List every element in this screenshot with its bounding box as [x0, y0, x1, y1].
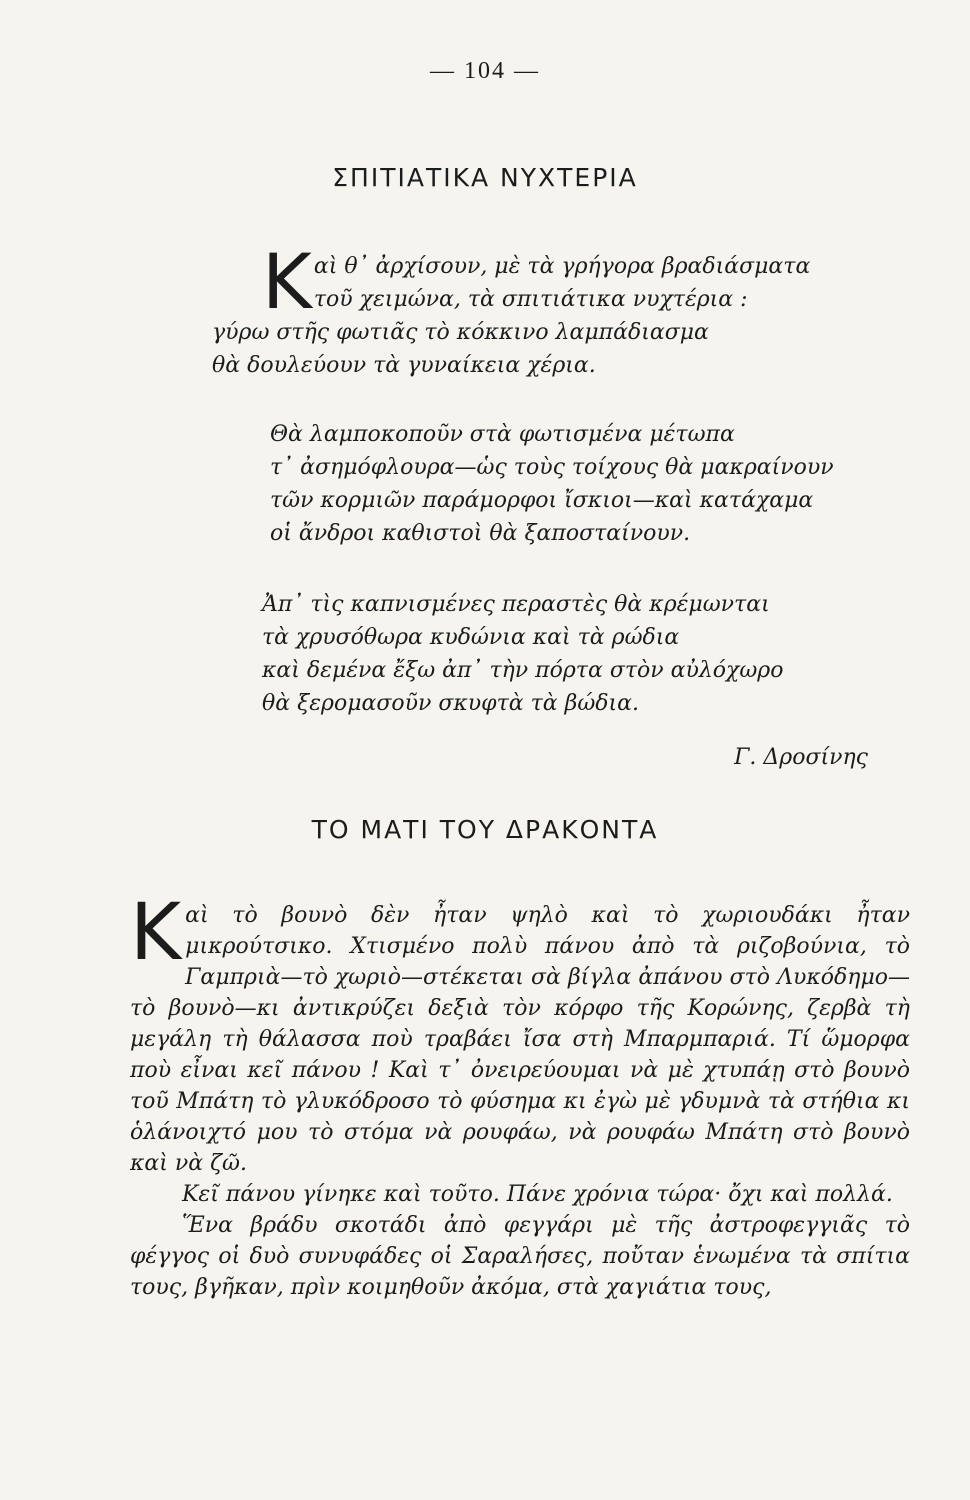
stanza-line: γύρω στῆς φωτιᾶς τὸ κόκκινο λαμπάδιασμα	[212, 320, 709, 345]
page-number: — 104 —	[430, 58, 540, 84]
story-drop-cap: K	[130, 888, 182, 978]
stanza-line: οἱ ἄνδροι καθιστοὶ θὰ ξαποσταίνουν.	[270, 521, 691, 546]
stanza-line: αὶ θ᾿ ἀρχίσουν, μὲ τὰ γρήγορα βραδιάσματα	[313, 254, 811, 279]
story-paragraph: Κεῖ πάνου γίνηκε καὶ τοῦτο. Πάνε χρόνια τώρα· ὄχι καὶ πολλά.	[182, 1182, 893, 1207]
story-paragraph	[130, 888, 910, 1179]
story-body	[130, 888, 910, 1303]
poem-stanza-3	[262, 588, 902, 720]
stanza-line: τ᾿ ἀσημόφλουρα—ὡς τοὺς τοίχους θὰ μακραίνουν	[270, 455, 834, 480]
poem-author-signature: Γ. Δροσίνης	[734, 745, 868, 770]
stanza-line: τῶν κορμιῶν παράμορφοι ἴσκιοι—καὶ κατάχαμα	[270, 488, 814, 513]
poem-drop-cap: K	[262, 237, 312, 326]
story-title: ΤΟ ΜΑΤΙ ΤΟΥ ΔΡΑΚΟΝΤΑ	[311, 815, 659, 844]
stanza-line: τὰ χρυσόθωρα κυδώνια καὶ τὰ ρώδια	[262, 625, 680, 650]
paragraph-text: αὶ τὸ βουνὸ δὲν ἦταν ψηλὸ καὶ τὸ χωριουδάκι ἦταν μικρούτσικο. Χτισμένο πολὺ πάνου ἀπὸ τὰ ριζοβούνια, τὸ Γαμπριὰ—τὸ χωριὸ—στέκεται σὰ βίγλα ἀπάνου στὸ Λυκόδημο—τὸ βουνὸ—κι ἀντικρύζει δεξιὰ τὸν κόρφο τῆς Κορώνης, ζερβὰ τὴ μεγάλη τὴ θάλασσα ποὺ τραβάει ἴσα στὴ Μπαρμπαριά. Τί ὥμορφα ποὺ εἶναι κεῖ πάνου ! Καὶ τ᾿ ὀνειρεύουμαι νὰ μὲ χτυπάῃ στὸ βουνὸ τοῦ Μπάτη τὸ γλυκόδροσο τὸ φύσημα κι ἐγὼ μὲ γδυμνὰ τὰ στήθια κι ὁλάνοιχτό μου τὸ στόμα νὰ ρουφάω, νὰ ρουφάω Μπάτη στὸ βουνὸ καὶ νὰ ζῶ.	[130, 903, 910, 1176]
stanza-line: καὶ δεμένα ἔξω ἀπ᾿ τὴν πόρτα στὸν αὐλόχωρο	[262, 658, 784, 683]
stanza-line: Ἀπ᾿ τὶς καπνισμένες περαστὲς θὰ κρέμωνται	[262, 592, 770, 617]
stanza-line: Θὰ λαμποκοποῦν στὰ φωτισμένα μέτωπα	[270, 422, 735, 447]
poem-stanza-1	[212, 237, 902, 382]
poem-stanza-2	[270, 418, 910, 550]
story-paragraph: Ἕνα βράδυ σκοτάδι ἀπὸ φεγγάρι μὲ τῆς ἀστροφεγγιᾶς τὸ φέγγος οἱ δυὸ συνυφάδες οἱ Σαραλήσες, ποὔταν ἑνωμένα τὰ σπίτια τους, βγῆκαν, πρὶν κοιμηθοῦν ἀκόμα, στὰ χαγιάτια τους,	[130, 1213, 910, 1300]
stanza-line: θὰ δουλεύουν τὰ γυναίκεια χέρια.	[212, 353, 596, 378]
stanza-line: τοῦ χειμώνα, τὰ σπιτιάτικα νυχτέρια :	[313, 287, 748, 312]
stanza-line: θὰ ξερομασοῦν σκυφτὰ τὰ βώδια.	[262, 691, 639, 716]
poem-title: ΣΠΙΤΙΑΤΙΚΑ ΝΥΧΤΕΡΙΑ	[332, 163, 638, 192]
